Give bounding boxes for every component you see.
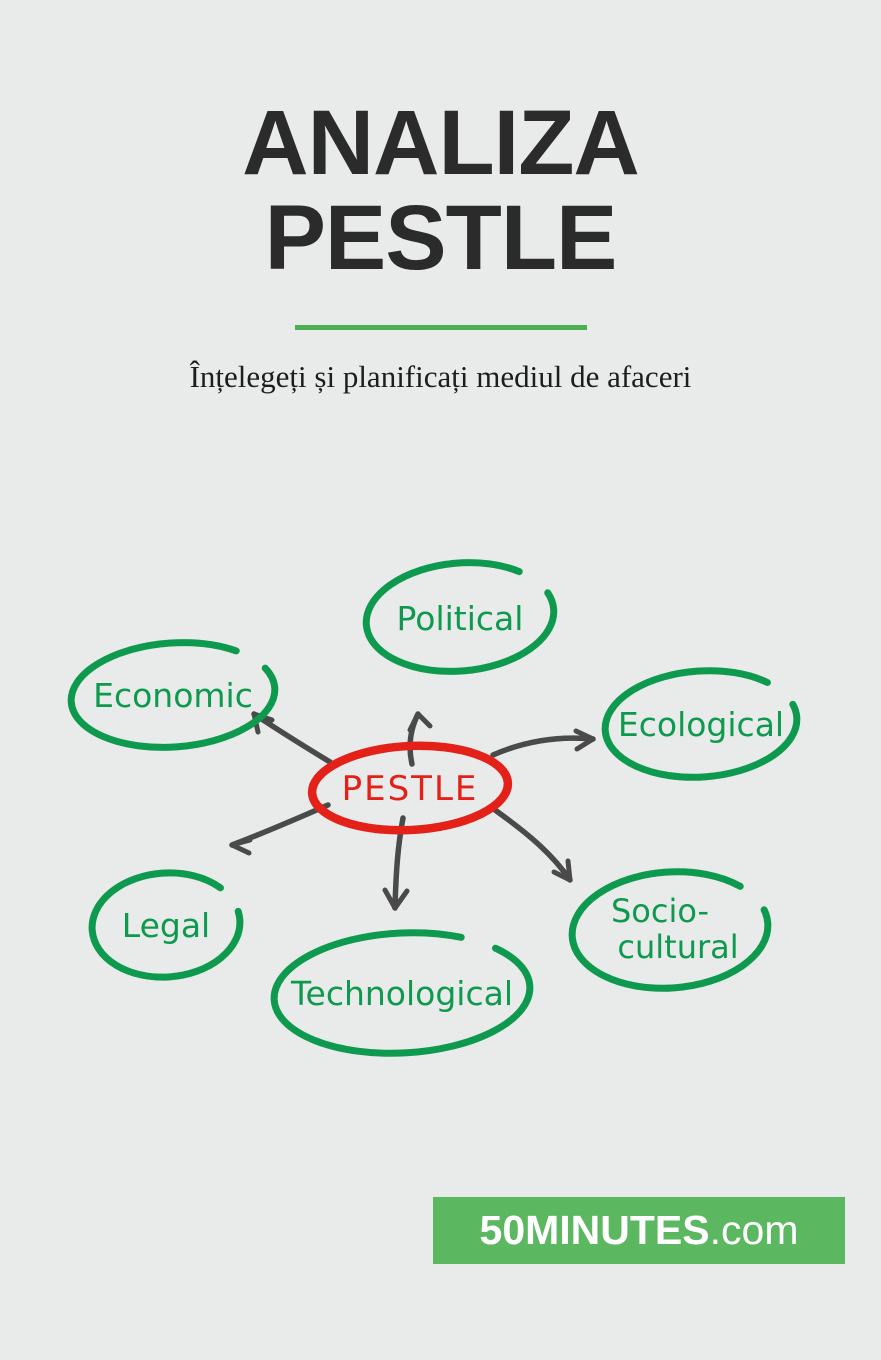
node-label-ecological: Ecological [617, 705, 785, 744]
title-divider [295, 325, 587, 330]
title-line-1: ANALIZA [242, 92, 639, 194]
pestle-diagram [40, 540, 840, 1100]
publisher-name [480, 1207, 799, 1254]
node-economic [68, 636, 279, 754]
arrow-to-economic [254, 714, 330, 762]
node-label-economic: Economic [93, 676, 253, 715]
title-line-2: PESTLE [264, 187, 617, 290]
node-label-socio-line1: Socio- [610, 892, 710, 930]
node-label-technological: Technological [290, 974, 514, 1013]
publisher-domain: .com [709, 1207, 799, 1253]
page-title [0, 92, 881, 290]
node-label-political: Political [396, 599, 524, 638]
publisher-name-rest: MINUTES [525, 1207, 710, 1253]
publisher-badge [433, 1197, 845, 1264]
node-label-legal: Legal [121, 906, 211, 945]
node-technological [271, 926, 533, 1059]
publisher-name-bold: 50 [479, 1207, 526, 1253]
subtitle: Înțelegeți și planificați mediul de afaceri [189, 358, 692, 394]
node-ecological [602, 664, 801, 783]
title-block [0, 92, 881, 397]
node-socio-cultural [568, 865, 772, 994]
arrow-to-socio [495, 810, 570, 880]
node-legal [89, 868, 244, 982]
node-label-socio-line2: cultural [617, 928, 739, 966]
center-label: PESTLE [341, 769, 479, 809]
node-political [362, 555, 559, 679]
